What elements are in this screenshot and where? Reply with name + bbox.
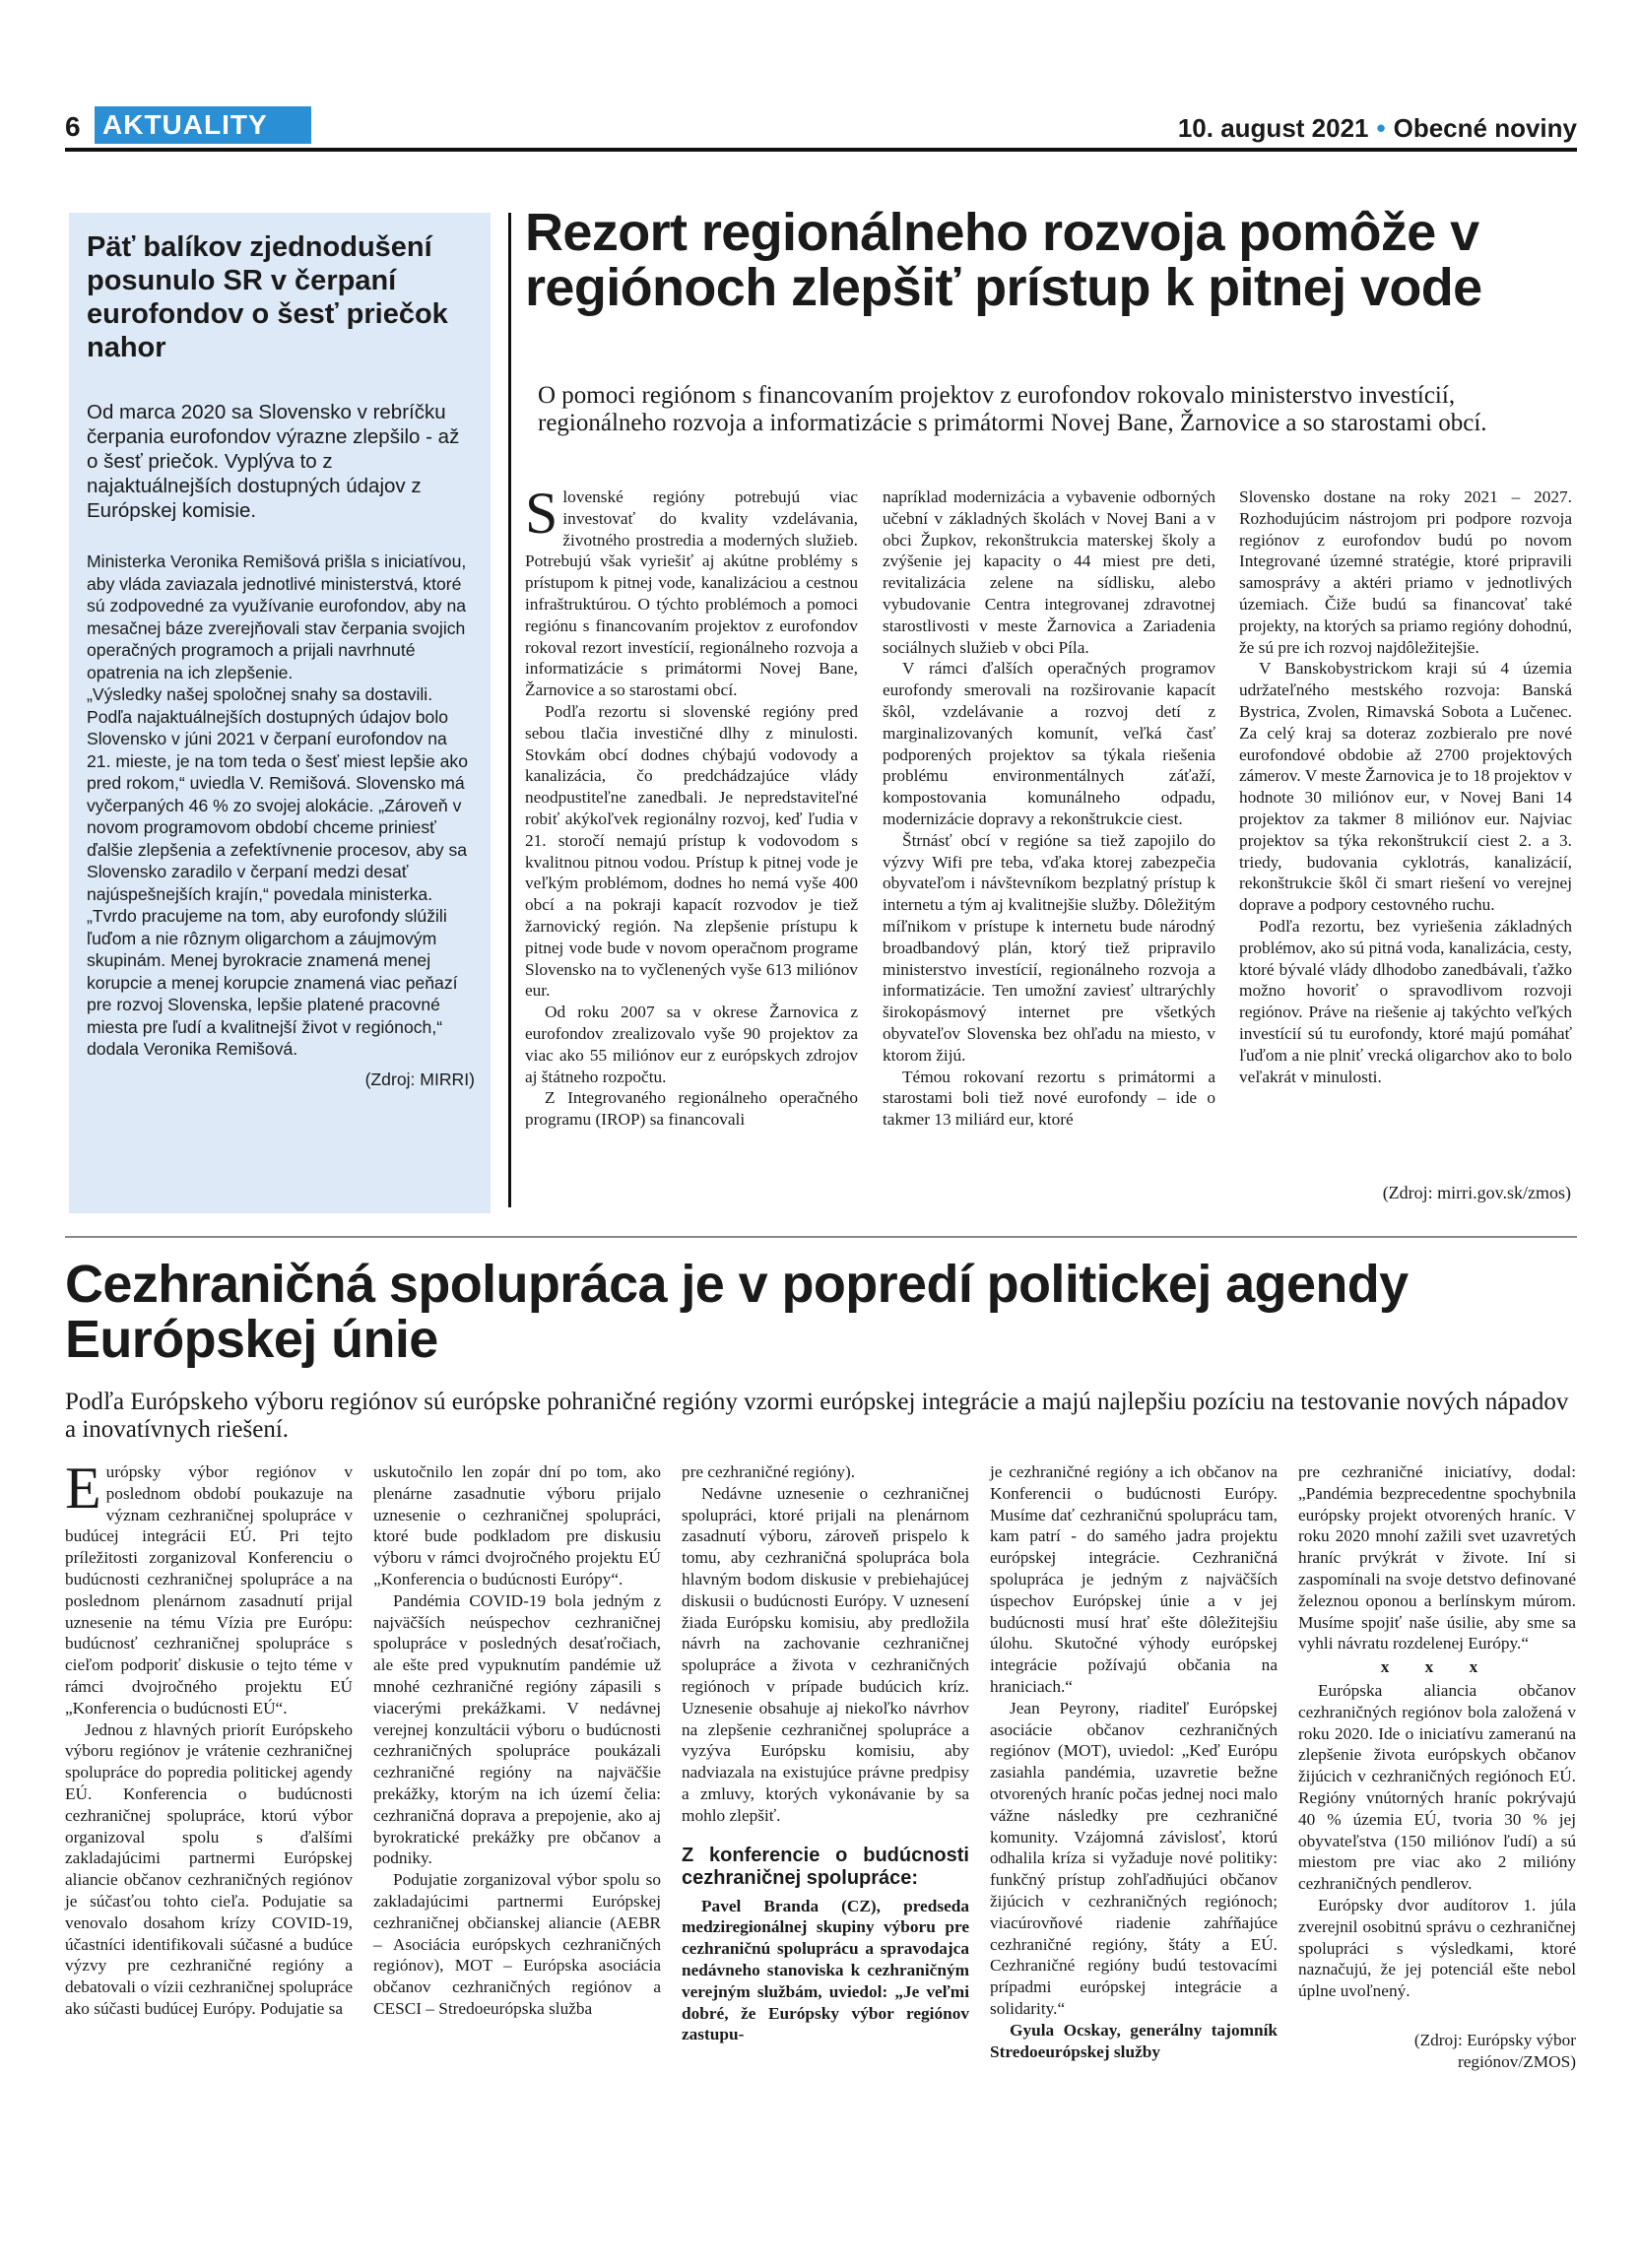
article2-title: Cezhraničná spolupráca je v popredí politickej agendy Európskej únie (65, 1255, 1409, 1369)
article2-column-2 (373, 1461, 661, 2020)
sidebar-title: Päť balíkov zjednodušení posunulo SR v čerpaní eurofondov o šesť priečok nahor (87, 231, 448, 363)
article1-paragraph: V rámci ďalších operačných programov eurofondy smerovali na rozširovanie kapacít škôl, vzdelávanie a rozvoj detí z marginalizovaných komunít, veľká časť podporených projektov sa týkala riešenia problému environmentálnych záťaží, kompostovania komunálneho odpadu, modernizácie dopravy a rekonštrukcie ciest. (883, 659, 1215, 828)
article2-paragraph: Podujatie zorganizoval výbor spolu so zakladajúcimi partnermi Európskej cezhraničnej občianskej aliancie (AEBR – Asociácia európskych cezhraničných regiónov), MOT – Európska asociácia občanov cezhraničných regiónov a CESCI – Stredoeurópska služba (373, 1870, 661, 2018)
article2-paragraph: Jednou z hlavných priorít Európskeho výboru regiónov je vrátenie cezhraničnej spolupráce do popredia politickej agendy EÚ. Konferencia o budúcnosti cezhraničnej spolupráce, ktorú výbor organizoval spolu s ďalšími zakladajúcimi partnermi Európskej aliancie občanov cezhraničných regiónov je súčasťou tohto cieľa. Podujatie sa venovalo dosahom krízy COVID-19, účastníci identifikovali súčasné a budúce výzvy pre cezhraničné regióny a debatovali o vízii cezhraničnej spolupráce ako súčasti budúcej Európy. Podujatie sa (65, 1719, 353, 2018)
sidebar-paragraph: Ministerka Veronika Remišová prišla s iniciatívou, aby vláda zaviazala jednotlivé ministerstvá, ktoré sú zodpovedné za využívanie eurofondov, aby na mesačnej báze zverejňovali stav čerpania svojich operačných programoch a prijali navrhnuté opatrenia na ich zlepšenie. (87, 551, 467, 682)
article2-paragraph: Európsky dvor audítorov 1. júla zverejnil osobitnú správu o cezhraničnej spolupráci s výsledkami, ktoré naznačujú, že jej potenciál ešte nebol úplne uvoľnený. (1298, 1895, 1576, 2001)
article1-paragraph: Podľa rezortu si slovenské regióny pred sebou tlačia investičné dlhy z minulosti. Stovkám obcí dodnes chýbajú vodovody a kanalizácia, čo predchádzajúce vlády neodpustiteľne zanedbali. Je nepredstaviteľné robiť akýkoľvek regionálny rozvoj, keď ľudia v 21. storočí nemajú prístup k vodovodom s kvalitnou pitnou vodou. Prístup k pitnej vode je veľkým problémom, dodnes ho nemá vyše 400 obcí a na pokraji kapacít rozvodov je tiež žarnovický región. Na zlepšenie prístupu k pitnej vode bude v novom operačnom programe Slovensko na to vyčlenených vyše 613 miliónov eur. (525, 701, 858, 1001)
section-divider (65, 1236, 1577, 1238)
article1-paragraph: Slovensko dostane na roky 2021 – 2027. Rozhodujúcim nástrojom pri podpore rozvoja regiónov z eurofondov budú po novom Integrované územné stratégie, ktoré pripravili samosprávy a aktéri priamo v jednotlivých územiach. Čiže budú sa financovať také projekty, na ktorých sa priamo regióny dohodnú, že sú pre ich rozvoj najdôležitejšie. (1239, 487, 1572, 657)
header-issue-info (1178, 112, 1577, 144)
section-label: AKTUALITY (95, 106, 311, 144)
sidebar-box (69, 213, 491, 1213)
article2-column-4 (990, 1461, 1278, 2062)
article1-paragraph: napríklad modernizácia a vybavenie odborných učební v základných školách v Novej Bani a v obci Župkov, rekonštrukcia materskej školy a zvýšenie jej kapacity o 44 miest pre deti, revitalizácia zelene na sídlisku, alebo vybudovanie Centra integrovanej zdravotnej starostlivosti v meste Žarnovica a Zariadenia sociálnych služieb v obci Píla. (883, 487, 1215, 657)
article2-paragraph: je cezhraničné regióny a ich občanov na Konferencii o budúcnosti Európy. Musíme dať cezhraničnú spoluprácu tam, kam patrí - do samého jadra projektu európskej integrácie. Cezhraničná spolupráca je jedným z najväčších úspechov Európskej únie a v jej budúcnosti musí hrať ešte dôležitejšiu úlohu. Skutočné výhody európskej integrácie požívajú občania na hraniciach.“ (990, 1462, 1278, 1696)
issue-date: 10. august 2021 (1177, 113, 1369, 143)
article1-paragraph: Podľa rezortu, bez vyriešenia základných problémov, ako sú pitná voda, kanalizácia, cesty, ktoré bývalé vlády dlhodobo zanedbávali, ťažko možno hovoriť o spravodlivom rozvoji regiónov. Práve na riešenie aj takýchto veľkých investícií sú tu eurofondy, ktoré majú pomáhať ľuďom a nie plniť vrecká oligarchov ako to bolo veľakrát v minulosti. (1239, 916, 1572, 1086)
article2-paragraph: Gyula Ocskay, generálny tajomník Stredoeurópskej služby (990, 2020, 1278, 2061)
article2-paragraph: Európska aliancia občanov cezhraničných regiónov bola založená v roku 2020. Ide o iniciatívu zameranú na zlepšenie života európskych občanov žijúcich v cezhraničných regiónoch EÚ. Regióny vnútorných hraníc pokrývajú 40 % územia EÚ, tvoria 30 % jej obyvateľstva (150 miliónov ľudí) a sú miestom pre viac ako 2 milióny cezhraničných pendlerov. (1298, 1680, 1576, 1894)
article1-dropcap: S (525, 481, 558, 546)
article1-paragraph: Z Integrovaného regionálneho operačného programu (IROP) sa financovali (525, 1088, 858, 1130)
article2-column-5 (1298, 1461, 1576, 2073)
sidebar-paragraph: „Tvrdo pracujeme na tom, aby eurofondy slúžili ľuďom a nie rôznym oligarchom a záujmovým skupinám. Menej byrokracie znamená menej korupcie a menej korupcie znamená viac peňazí pre rozvoj Slovenska, lepšie platené pracovné miesta pre ľudí a kvalitnejší život v regiónoch,“ dodala Veronika Remišová. (87, 906, 458, 1059)
article1-column-1 (525, 481, 858, 1131)
header-separator: • (1376, 113, 1386, 143)
article2-subheading: Z konferencie o budúcnosti cezhraničnej spolupráce: (682, 1844, 969, 1889)
article2-paragraph-text: urópsky výbor regiónov v poslednom období poukazuje na význam cezhraničnej spolupráce v budúcej integrácii EÚ. Pri tejto príležitosti zorganizoval Konferenciu o budúcnosti cezhraničnej spolupráce a na poslednom plenárnom zasadnutí prijal uznesenie na tému Vízia pre Európu: budúcnosť cezhraničnej spolupráce s cieľom podporiť diskusie o tejto téme v rámci dvojročného projektu EÚ „Konferencia o budúcnosti EÚ“. (65, 1462, 353, 1717)
article1-paragraph: V Banskobystrickom kraji sú 4 územia udržateľného mestského rozvoja: Banská Bystrica, Zvolen, Rimavská Sobota a Lučenec. Za celý kraj sa doteraz zozbieralo pre nové eurofondové obdobie až 2700 projektových zámerov. V meste Žarnovica je to 18 projektov v hodnote 30 miliónov eur, v Novej Bani 14 projektov za takmer 8 miliónov eur. Najviac projektov sa týka rekonštrukcií ciest 2. a 3. triedy, budovania cyklotrás, kanalizácií, rekonštrukcie škôl či smart riešení vo verejnej doprave a podpory cestovného ruchu. (1239, 659, 1572, 915)
article2-paragraph: pre cezhraničné regióny). (682, 1462, 856, 1481)
publication-name: Obecné noviny (1393, 113, 1577, 143)
article2-paragraph: Jean Peyrony, riaditeľ Európskej asociácie občanov cezhraničných regiónov (MOT), uviedol: „Keď Európu zasiahla pandémia, uzavretie bežne otvorených hraníc počas jednej noci malo vážne následky pre cezhraničné komunity. Vzájomná závislosť, ktorú odhalila kríza si vyžaduje nové politiky: funkčný prístup zohľadňujúci občanov žijúcich v cezhraničných regiónoch; viacúrovňové riadenie zahŕňajúce cezhraničné regióny, štáty a EÚ. Cezhraničné regióny budú testovacími prípadmi európskej integrácie a solidarity.“ (990, 1698, 1278, 2018)
article2-paragraph: Nedávne uznesenie o cezhraničnej spolupráci, ktoré prijali na plenárnom zasadnutí výboru, zároveň prispelo k tomu, aby cezhraničná spolupráca bola hlavným bodom diskusie v prebiehajúcej diskusii o budúcnosti Európy. V uznesení žiada Európsku komisiu, aby predložila návrh na zachovanie cezhraničnej spolupráce a života v cezhraničných regiónoch v prípade budúcich kríz. Uznesenie obsahuje aj niekoľko návrhov na zlepšenie cezhraničnej spolupráce a vyzýva Európsku komisiu, aby nadviazala na existujúce právne predpisy a zmluvy, ktorých vykonávanie by sa mohlo zlepšiť. (682, 1483, 969, 1825)
sidebar-lede: Od marca 2020 sa Slovensko v rebríčku čerpania eurofondov výrazne zlepšilo - až o šesť priečok. Vyplýva to z najaktuálnejších dostupných údajov z Európskej komisie. (87, 401, 460, 522)
article2-paragraph: Pandémia COVID-19 bola jedným z najväčších neúspechov cezhraničnej spolupráce v posledných desaťročiach, ale ešte pred vypuknutím pandémie už mnohé cezhraničné regióny zápasili s viacerými prekážkami. V nedávnej verejnej konzultácii výboru o budúcnosti cezhraničných spolupráce poukázali cezhraničné regióny na najväčšie prekážky, ktorým na ich území čelia: cezhraničná doprava a prepojenie, ako aj byrokratické prekážky pre občanov a podniky. (373, 1590, 661, 1868)
article2-column-1 (65, 1456, 353, 2020)
article1-column-2 (883, 486, 1215, 1131)
sidebar-source: (Zdroj: MIRRI) (364, 1069, 475, 1089)
article1-paragraph: Témou rokovaní rezortu s primátormi a starostami boli tiež nové eurofondy – ide o takmer 13 miliárd eur, ktoré (883, 1067, 1215, 1130)
article1-source: (Zdroj: mirri.gov.sk/zmos) (1382, 1183, 1571, 1202)
article1-paragraph (525, 481, 858, 701)
article2-column-3 (682, 1461, 969, 2045)
article2-lede: Podľa Európskeho výboru regiónov sú európske pohraničné regióny vzormi európskej integrácie a majú najlepšiu pozíciu na testovanie nových nápadov a inovatívnych riešení. (65, 1389, 1569, 1443)
article1-paragraph: Od roku 2007 sa v okrese Žarnovica z eurofondov zrealizovalo vyše 90 projektov za viac ako 55 miliónov eur z európskych zdrojov aj štátneho rozpočtu. (525, 1003, 858, 1086)
article2-separator: x x x (1380, 1657, 1494, 1677)
article2-dropcap: E (65, 1456, 101, 1521)
article2-paragraph: pre cezhraničné iniciatívy, dodal: „Pandémia bezprecedentne spochybnila európsky projekt otvorených hraníc. V roku 2020 mnohí zažili svet uzavretých hraníc prvýkrát v živote. Iní si zaspomínali na svoje detstvo definované železnou oponou a berlínskym múrom. Musíme spojiť naše úsilie, aby sme sa vyhli návratu rozdelenej Európy.“ (1298, 1462, 1576, 1653)
page-number: 6 (65, 111, 81, 142)
sidebar-paragraph: „Výsledky našej spoločnej snahy sa dostavili. Podľa najaktuálnejších dostupných údajov bolo Slovensko v júni 2021 v čerpaní eurofondov na 21. mieste, je na tom teda o šesť miest lepšie ako pred rokom,“ uviedla V. Remišová. Slovensko má vyčerpaných 46 % zo svojej alokácie. „Zároveň v novom programovom období chceme priniesť ďalšie zlepšenia a zefektívnenie procesov, aby sa Slovensko zaradilo v čerpaní medzi desať najúspešnejších krajín,“ povedala ministerka. (87, 684, 469, 904)
sidebar-body (87, 551, 475, 1061)
article1-title: Rezort regionálneho rozvoja pomôže v regiónoch zlepšiť prístup k pitnej vode (525, 203, 1482, 317)
article1-paragraph-text: lovenské regióny potrebujú viac investovať do kvality vzdelávania, životného prostredia a moderných služieb. Potrebujú však vyriešiť aj akútne problémy s prístupom k pitnej vode, kanalizáciou a cestnou infraštruktúrou. O týchto problémoch a pomoci regiónu s financovaním projektov z eurofondov rokoval rezort investícií, regionálneho rozvoja a informatizácie s primátormi Novej Bane, Žarnovice a so starostami obcí. (525, 487, 858, 700)
article1-paragraph: Štrnásť obcí v regióne sa tiež zapojilo do výzvy Wifi pre teba, vďaka ktorej zabezpečia obyvateľom i návštevníkom bezplatný prístup k internetu a tým aj kvalitnejšie služby. Dôležitým míľnikom v prístupe k internetu bude národný broadbandový plán, ktorý tiež pripravilo ministerstvo investícií, regionálneho rozvoja a informatizácie. Ten umožní zaviesť ultrarýchly širokopásmový internet pre všetkých obyvateľov Slovenska bez ohľadu na miesto, v ktorom žijú. (883, 830, 1215, 1065)
article2-paragraph: uskutočnilo len zopár dní po tom, ako plenárne zasadnutie výboru prijalo uznesenie o cezhraničnej spolupráci, ktoré bude podkladom pre diskusiu výboru v rámci dvojročného projektu EÚ „Konferencia o budúcnosti Európy“. (373, 1462, 661, 1588)
article1-lede: O pomoci regiónom s financovaním projektov z eurofondov rokovalo ministerstvo investícií, regionálneho rozvoja a informatizácie s primátormi Novej Bane, Žarnovice a so starostami obcí. (538, 382, 1487, 436)
header-rule (65, 148, 1577, 152)
article1-rule (508, 213, 511, 1207)
article2-source: (Zdroj: Európsky výbor regiónov/ZMOS) (1413, 2030, 1576, 2071)
article2-paragraph: Pavel Branda (CZ), predseda medziregionálnej skupiny výboru pre cezhraničnú spoluprácu a spravodajca nedávneho stanoviska k cezhraničným verejným službám, uviedol: „Je veľmi dobré, že Európsky výbor regiónov zastupu- (682, 1896, 969, 2044)
article1-column-3 (1239, 486, 1572, 1087)
article2-paragraph (65, 1456, 353, 1719)
